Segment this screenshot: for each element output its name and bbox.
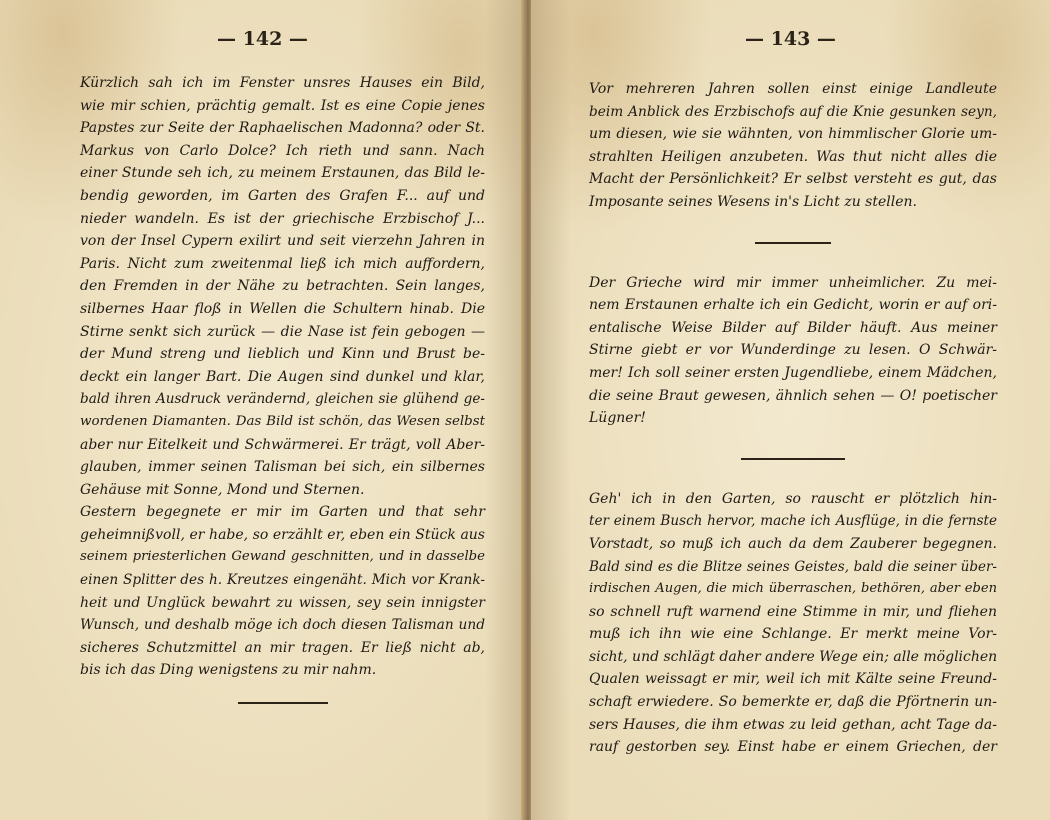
text-line: heit und Unglück bewahrt zu wissen, sey sein innigster — [80, 594, 485, 611]
text-line: Vorstadt, so muß ich auch da dem Zauberer begegnen. — [589, 535, 997, 552]
left-page-text — [80, 72, 485, 704]
text-line: sers Hauses, die ihm etwas zu leid gethan, acht Tage da- — [589, 716, 997, 733]
text-line: Gehäuse mit Sonne, Mond und Sternen. — [80, 481, 365, 498]
spacer — [589, 430, 997, 458]
text-line: bendig geworden, im Garten des Grafen F... auf und — [80, 187, 485, 204]
text-line: nem Erstaunen erhalte ich ein Gedicht, worin er auf ori- — [589, 297, 997, 314]
spacer — [80, 682, 485, 702]
text-line: Wunsch, und deshalb möge ich doch diesen Talisman und — [80, 617, 485, 634]
text-line: Paris. Nicht zum zweitenmal ließ ich mich auffordern, — [80, 255, 485, 272]
text-line: Vor mehreren Jahren sollen einst einige Landleute — [589, 81, 997, 97]
text-line: strahlten Heiligen anzubeten. Was thut nicht alles die — [589, 148, 997, 165]
text-line: wordenen Diamanten. Das Bild ist schön, das Wesen selbst — [80, 413, 485, 429]
spacer — [589, 460, 997, 488]
text-line: Geh' ich in den Garten, so rauscht er plötzlich hin- — [589, 490, 997, 507]
text-line: seinem priesterlichen Gewand geschnitten, und in dasselbe — [80, 549, 485, 565]
text-line: Bald sind es die Blitze seines Geistes, bald die seiner über- — [589, 558, 997, 575]
text-line: einer Stunde seh ich, zu meinem Erstaunen, das Bild le- — [80, 165, 485, 182]
text-line: den Fremden in der Nähe zu betrachten. Sein langes, — [80, 278, 485, 295]
text-line: bis ich das Ding wenigstens zu mir nahm. — [80, 662, 377, 679]
text-line: irdischen Augen, die mich überraschen, bethören, aber eben — [589, 581, 997, 597]
text-line: Lügner! — [589, 410, 646, 427]
text-line: schaft erwiedere. So bemerkte er, daß die Pförtnerin un- — [589, 694, 997, 711]
text-line: Papstes zur Seite der Raphaelischen Madonna? oder St. — [80, 120, 485, 137]
text-line: deckt ein langer Bart. Die Augen sind dunkel und klar, — [80, 368, 485, 385]
text-line: geheimnißvoll, er habe, so erzählt er, eben ein Stück aus — [80, 526, 485, 543]
text-line: sicht, und schlägt daher andere Wege ein; alle möglichen — [589, 648, 998, 665]
text-line: um diesen, wie sie wähnten, von himmlischer Glorie um- — [589, 126, 997, 143]
text-line: Kürzlich sah ich im Fenster unsres Hauses ein Bild, — [80, 75, 485, 91]
text-line: silbernes Haar floß in Wellen die Schultern hinab. Die — [80, 300, 485, 317]
text-line: rauf gestorben sey. Einst habe er einem Griechen, der — [589, 739, 997, 756]
text-line: bald ihren Ausdruck verändernd, gleichen sie glühend ge- — [80, 391, 485, 408]
text-line: so schnell ruft warnend eine Stimme in mir, und fliehen — [589, 603, 997, 620]
section-divider — [238, 702, 328, 704]
text-line: Stirne senkt sich zurück — die Nase ist fein gebogen — — [80, 323, 485, 340]
text-line: mer! Ich soll seiner ersten Jugendliebe, einem Mädchen, — [589, 364, 997, 381]
text-line: nieder wandeln. Es ist der griechische Erzbischof J... — [80, 210, 485, 227]
text-line: Qualen weissagt er mir, weil ich mit Kälte seine Freund- — [589, 671, 997, 688]
text-line: muß ich ihn wie eine Schlange. Er merkt meine Vor- — [589, 626, 997, 643]
text-line: entalische Weise Bilder auf Bilder häuft. Aus meiner — [589, 319, 997, 336]
text-line: Macht der Persönlichkeit? Er selbst versteht es gut, das — [589, 171, 997, 188]
text-line: der Mund streng und lieblich und Kinn und Brust be- — [80, 346, 485, 363]
text-line: beim Anblick des Erzbischofs auf die Knie gesunken seyn, — [589, 103, 997, 120]
text-line: von der Insel Cypern exilirt und seit vierzehn Jahren in — [80, 233, 485, 250]
page-number-142: — 142 — — [217, 28, 308, 50]
text-line: sicheres Schutzmittel an mir tragen. Er ließ nicht ab, — [80, 639, 485, 656]
text-line: Imposante seines Wesens in's Licht zu stellen. — [589, 193, 917, 210]
text-line: Stirne giebt er vor Wunderdinge zu lesen. O Schwär- — [589, 342, 997, 359]
text-line: aber nur Eitelkeit und Schwärmerei. Er trägt, voll Aber- — [80, 436, 485, 453]
text-line: wie mir schien, prächtig gemalt. Ist es eine Copie jenes — [80, 97, 485, 114]
text-line: Markus von Carlo Dolce? Ich rieth und sann. Nach — [80, 142, 485, 159]
text-line: einen Splitter des h. Kreutzes eingenäht. Mich vor Krank- — [80, 572, 485, 589]
right-page-text — [589, 78, 997, 759]
page-number-143: — 143 — — [745, 28, 836, 50]
right-page — [531, 0, 1050, 820]
spacer — [589, 214, 997, 242]
text-line: Gestern begegnete er mir im Garten und that sehr — [80, 504, 485, 521]
text-line: die seine Braut gewesen, ähnlich sehen — O! poetischer — [589, 387, 997, 404]
text-line: Der Grieche wird mir immer unheimlicher. Zu mei- — [589, 274, 997, 291]
spacer — [589, 244, 997, 272]
text-line: glauben, immer seinen Talisman bei sich, ein silbernes — [80, 459, 485, 476]
text-line: ter einem Busch hervor, mache ich Ausflüge, in die fernste — [589, 513, 997, 530]
